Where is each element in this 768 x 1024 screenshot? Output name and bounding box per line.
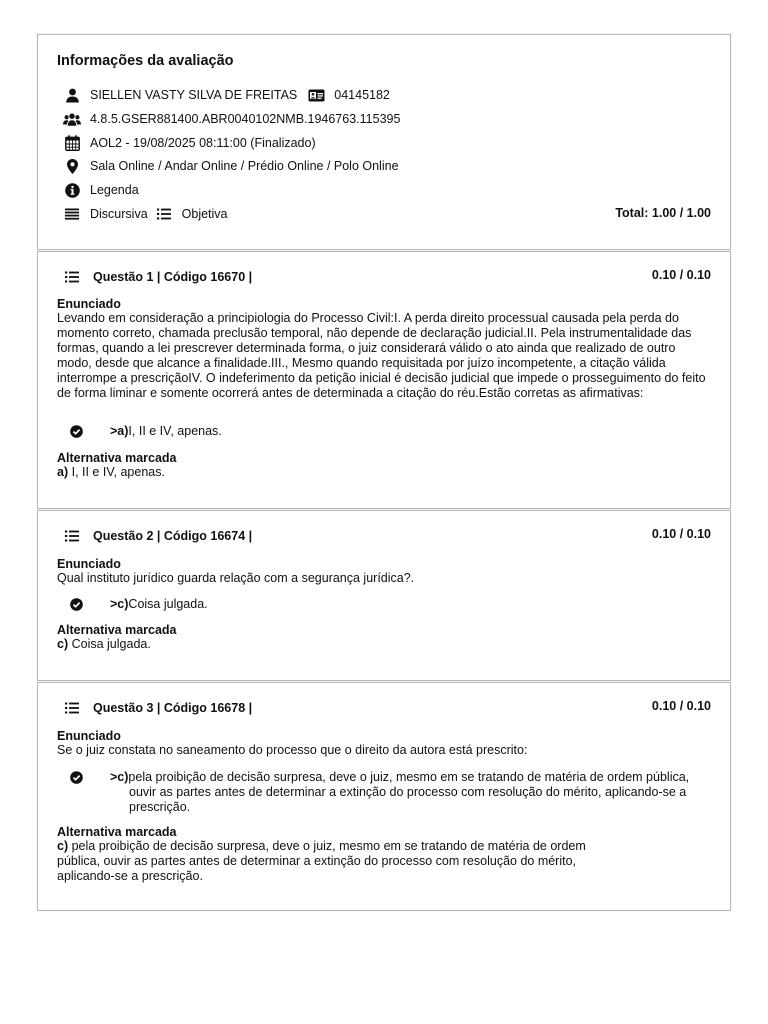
marked-block (57, 623, 711, 652)
marked-label: Alternativa marcada (57, 451, 177, 465)
marked-label: Alternativa marcada (57, 623, 177, 637)
exam-row (63, 134, 316, 152)
option-prefix: >c) (110, 770, 129, 784)
marked-letter: c) (57, 637, 69, 651)
statement-text: Levando em consideração a principiologia do Processo Civil:I. A perda direito processual causada pela perda do momento correto, chamada preclusão temporal, não depende de declaração judicial.II. Pela instrumentalidade das formas, quando a lei prescrever determinada forma, o juiz considerará válido o ato ainda que realizado de outro modo, desde que alcance a finalidade.III., Mesmo quando requisitada por juízo incompetente, a citação válida interrompe a prescriçãoIV. O indeferimento da petição inicial é decisão judicial que impede o prosseguimento do feito de forma liminar e somente ocorrerá antes de determinada a citação do réu.Estão corretas as afirmativas: (57, 311, 706, 400)
statement-text: Se o juiz constata no saneamento do processo que o direito da autora está prescrito: (57, 743, 528, 757)
question-score: 0.10 / 0.10 (651, 527, 711, 541)
question-title: Questão 2 | Código 16674 | (93, 529, 253, 543)
location-row (63, 157, 399, 175)
marked-block (57, 825, 630, 884)
question-header (63, 268, 252, 286)
option-prefix: >a) (110, 424, 129, 438)
question-title: Questão 3 | Código 16678 | (93, 701, 253, 715)
marked-letter: a) (57, 465, 69, 479)
marked-label: Alternativa marcada (57, 825, 177, 839)
class-code: 4.8.5.GSER881400.ABR0040102NMB.1946763.115395 (90, 112, 401, 126)
student-id: 04145182 (334, 88, 390, 102)
option-text: pela proibição de decisão surpresa, deve o juiz, mesmo em se tratando de matéria de ordem pública, ouvir as partes antes de determinar a extinção do processo com resolução do mérito, aplicando-se a prescrição. (128, 770, 690, 814)
class-row (63, 110, 400, 128)
id-card-icon (307, 86, 325, 104)
legend-row (63, 181, 139, 199)
question-score: 0.10 / 0.10 (651, 699, 711, 713)
align-justify-icon (63, 205, 81, 223)
check-circle-icon (70, 425, 84, 439)
option-text: I, II e IV, apenas. (128, 424, 222, 438)
check-circle-icon (70, 771, 84, 785)
selected-option (70, 597, 700, 612)
discursive-label: Discursiva (90, 207, 148, 221)
info-circle-icon (63, 181, 81, 199)
info-title: Informações da avaliação (57, 53, 234, 69)
check-circle-icon (70, 598, 84, 612)
evaluation-info-card (37, 34, 731, 250)
student-name: SIELLEN VASTY SILVA DE FREITAS (90, 88, 298, 102)
question-card (37, 682, 731, 911)
student-row (63, 86, 390, 104)
statement-label: Enunciado (57, 557, 121, 571)
question-card (37, 251, 731, 509)
objective-label: Objetiva (181, 207, 228, 221)
map-marker-icon (63, 157, 81, 175)
marked-text: pela proibição de decisão surpresa, deve o juiz, mesmo em se tratando de matéria de ordem pública, ouvir as partes antes de determinar a extinção do processo com resolução do mérito, aplicando-se a prescrição. (57, 839, 586, 883)
marked-block (57, 451, 711, 480)
list-icon (63, 268, 81, 286)
statement-block (57, 557, 711, 586)
question-header (63, 527, 252, 545)
list-icon (155, 205, 173, 223)
question-title: Questão 1 | Código 16670 | (93, 270, 253, 284)
statement-label: Enunciado (57, 297, 121, 311)
selected-option (70, 770, 690, 815)
location-info: Sala Online / Andar Online / Prédio Online / Polo Online (90, 159, 399, 173)
selected-option (70, 424, 700, 439)
option-text: Coisa julgada. (128, 597, 208, 611)
users-icon (63, 110, 81, 128)
list-icon (63, 527, 81, 545)
legend-label: Legenda (90, 183, 139, 197)
statement-label: Enunciado (57, 729, 121, 743)
calendar-icon (63, 134, 81, 152)
marked-text: I, II e IV, apenas. (68, 465, 165, 479)
legend-items-row (63, 205, 228, 223)
option-prefix: >c) (110, 597, 129, 611)
list-icon (63, 699, 81, 717)
total-score: Total: 1.00 / 1.00 (615, 206, 711, 220)
statement-block (57, 729, 711, 758)
marked-letter: c) (57, 839, 69, 853)
statement-text: Qual instituto jurídico guarda relação com a segurança jurídica?. (57, 571, 415, 585)
marked-text: Coisa julgada. (68, 637, 151, 651)
question-header (63, 699, 252, 717)
user-icon (63, 86, 81, 104)
exam-info: AOL2 - 19/08/2025 08:11:00 (Finalizado) (90, 136, 316, 150)
question-card (37, 510, 731, 681)
statement-block (57, 297, 711, 401)
question-score: 0.10 / 0.10 (651, 268, 711, 282)
